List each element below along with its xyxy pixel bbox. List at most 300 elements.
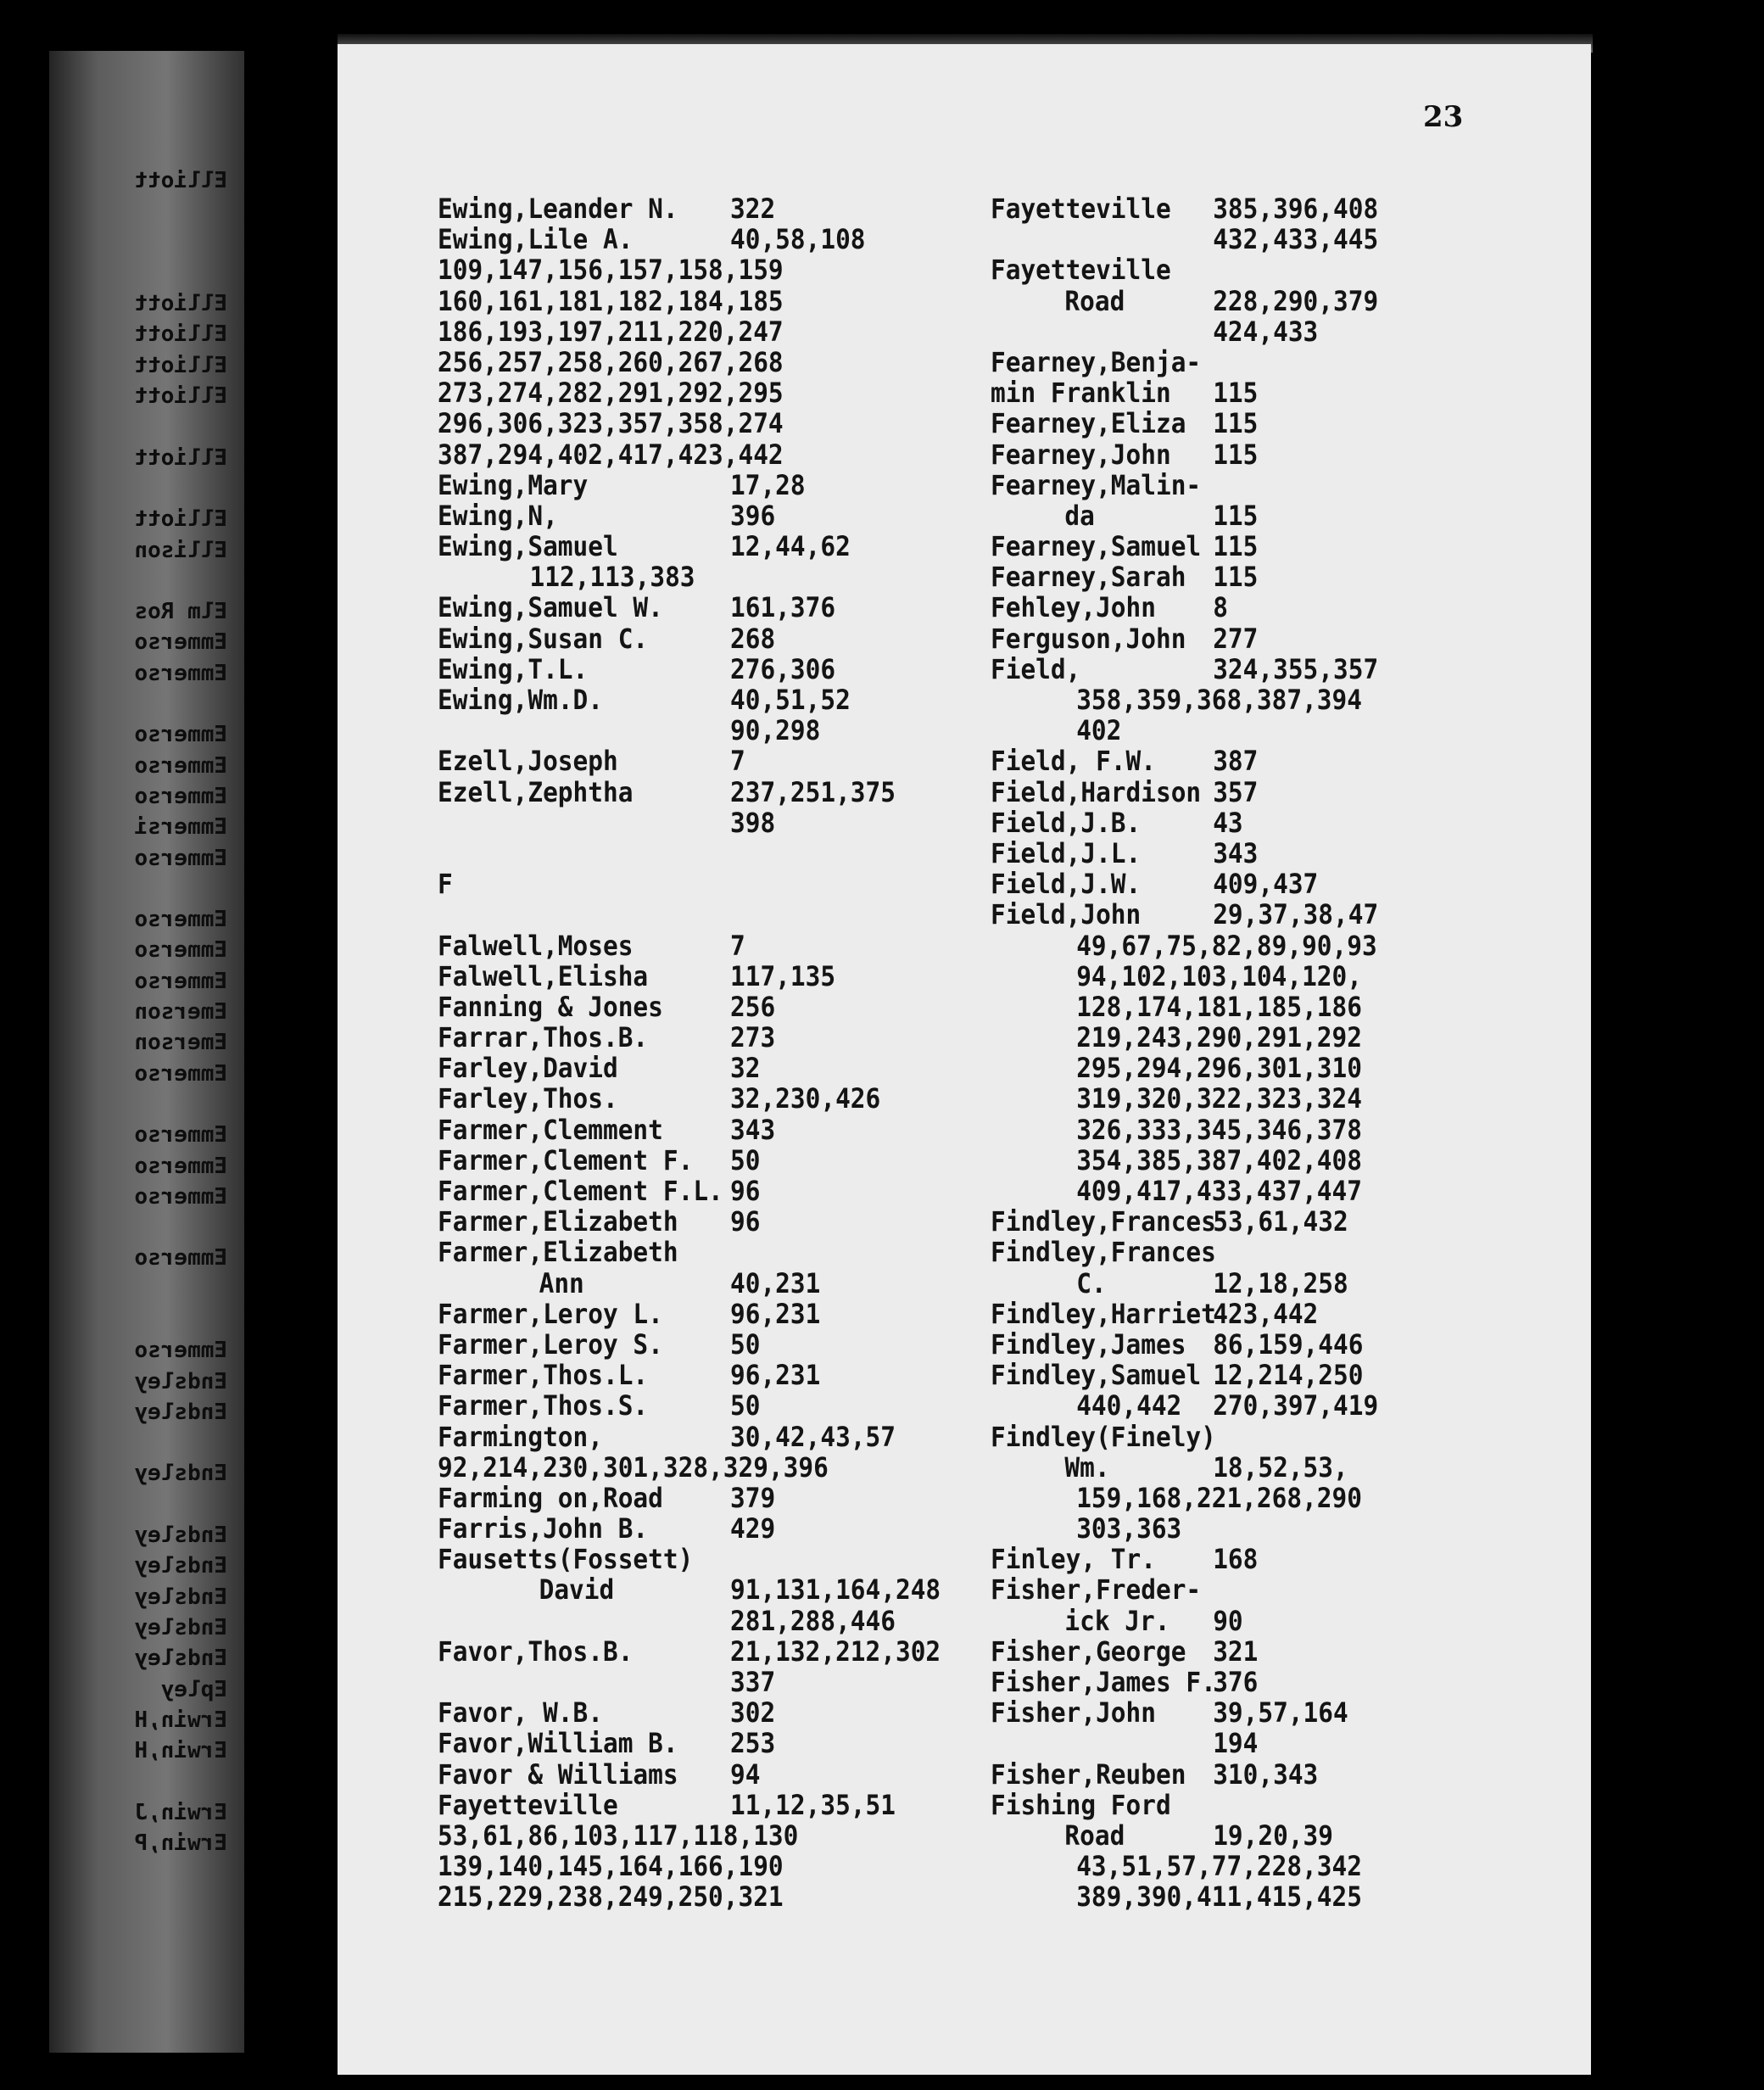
margin-fragment-line	[58, 227, 227, 258]
entry-pages: 168	[1213, 1543, 1259, 1576]
index-entry	[991, 1360, 1537, 1390]
entry-name: Farmer,Clement F.L.	[438, 1175, 723, 1207]
entry-pages-continued: 326,333,345,346,378	[1076, 1113, 1362, 1146]
index-entry	[438, 1513, 952, 1544]
entry-name: Farmer,Leroy S.	[438, 1327, 663, 1361]
index-entry	[991, 377, 1537, 408]
entry-name: Fearney,Benja-	[991, 345, 1202, 378]
entry-name: Farley,Thos.	[438, 1082, 618, 1115]
entry-pages: 115	[1213, 561, 1259, 594]
entry-pages: 91,131,164,248	[730, 1573, 941, 1607]
index-entry	[991, 439, 1537, 470]
entry-name: Ewing,Lile A.	[438, 223, 634, 256]
entry-pages: 19,20,39	[1213, 1819, 1333, 1852]
index-entry	[991, 1022, 1537, 1053]
index-entry	[438, 899, 952, 930]
entry-pages: 96	[730, 1175, 761, 1207]
margin-fragment-line	[58, 874, 227, 904]
entry-name: Fanning & Jones	[438, 990, 663, 1023]
margin-fragment-line	[58, 1305, 227, 1335]
margin-fragment-line	[58, 1489, 227, 1520]
index-entry	[438, 1606, 952, 1636]
entry-name: Field,	[991, 652, 1081, 685]
entry-pages: 276,306	[730, 652, 836, 685]
entry-name: Field,J.W.	[991, 868, 1142, 901]
entry-name: Falwell,Moses	[438, 929, 634, 962]
index-entry	[991, 286, 1537, 316]
margin-fragment-line: Emmerso	[134, 845, 227, 871]
index-entry	[991, 869, 1537, 899]
entry-pages-continued: 409,417,433,437,447	[1076, 1175, 1362, 1207]
entry-pages: 343	[730, 1113, 776, 1146]
index-entry	[991, 623, 1537, 654]
index-entry	[438, 746, 952, 776]
entry-name: Fehley,John	[991, 591, 1156, 624]
entry-name: Fayetteville	[991, 193, 1171, 225]
margin-fragment-line: Erwin,H	[134, 1707, 227, 1733]
index-entry	[438, 930, 952, 961]
entry-name: Farley,David	[438, 1052, 618, 1085]
index-entry	[438, 869, 952, 899]
entry-pages: 161,376	[730, 591, 836, 624]
entry-pages: 32,230,426	[730, 1082, 881, 1115]
entry-pages: 387	[1213, 745, 1259, 778]
margin-fragment-line: Endsley	[134, 1553, 227, 1579]
entry-name: Farming on,Road	[438, 1481, 663, 1514]
entry-pages: 115	[1213, 407, 1259, 440]
entry-name: Ewing,Susan C.	[438, 622, 649, 655]
margin-fragment-line: Elliott	[134, 352, 227, 378]
entry-name: min Franklin	[991, 377, 1171, 410]
index-entry	[438, 531, 952, 562]
entry-name: Fearney,Eliza	[991, 407, 1186, 440]
index-entry	[991, 347, 1537, 377]
index-entry	[991, 715, 1537, 746]
entry-pages: 253	[730, 1727, 776, 1760]
margin-fragment-line: Elliott	[134, 444, 227, 471]
index-entry	[438, 1268, 952, 1299]
entry-pages: 40,58,108	[730, 223, 866, 256]
entry-pages: 277	[1213, 622, 1259, 655]
entry-pages: 343	[1213, 836, 1259, 869]
entry-pages-continued: 90,298	[730, 714, 821, 747]
index-entry	[438, 1636, 952, 1667]
index-entry	[438, 1176, 952, 1206]
entry-name: Ferguson,John	[991, 622, 1186, 655]
entry-pages-continued: 49,67,75,82,89,90,93	[1076, 929, 1377, 962]
index-entry	[991, 316, 1537, 347]
entry-name: Ezell,Zephtha	[438, 775, 634, 808]
entry-name: Farmington,	[438, 1420, 603, 1453]
entry-pages-continued: 432,433,445	[1213, 223, 1379, 256]
index-entry	[438, 654, 952, 685]
entry-pages-continued: 398	[730, 806, 776, 839]
entry-pages: 237,251,375	[730, 775, 896, 808]
margin-fragment-line: Endsley	[134, 1523, 227, 1549]
index-entry	[438, 777, 952, 808]
entry-name: Field,J.L.	[991, 836, 1142, 869]
margin-fragment-line: Endsley	[134, 1584, 227, 1610]
margin-fragment-line: Emmerso	[134, 783, 227, 809]
entry-pages: 268	[730, 622, 776, 655]
index-entry	[991, 254, 1537, 285]
index-entry	[991, 1422, 1537, 1452]
index-entry	[438, 623, 952, 654]
entry-pages: 379	[730, 1481, 776, 1514]
entry-name: Fearney,Sarah	[991, 561, 1186, 594]
index-entry	[991, 1759, 1537, 1790]
margin-fragment-line: Elliott	[134, 383, 227, 410]
index-entry	[991, 1820, 1537, 1851]
entry-pages: 12,44,62	[730, 530, 851, 563]
entry-pages: 29,37,38,47	[1213, 898, 1379, 931]
index-entry	[438, 1483, 952, 1513]
index-entry	[991, 746, 1537, 776]
index-entry	[438, 1145, 952, 1176]
margin-fragment-line: Elm Ros	[134, 599, 227, 625]
entry-name: Ewing,Leander N.	[438, 193, 678, 225]
page-number: 23	[1423, 100, 1464, 134]
entry-name: Fearney,Malin-	[991, 468, 1202, 501]
entry-name-continued: David	[539, 1573, 615, 1607]
entry-name: Farris,John B.	[438, 1512, 649, 1545]
index-entry	[438, 808, 952, 838]
entry-name: Farmer,Elizabeth	[438, 1205, 678, 1238]
entry-pages: 270,397,419	[1213, 1389, 1379, 1422]
entry-pages-continued: 186,193,197,211,220,247	[438, 315, 784, 348]
index-entry	[438, 408, 952, 439]
index-entry	[438, 1728, 952, 1758]
entry-name: Farrar,Thos.B.	[438, 1021, 649, 1054]
entry-pages: 50	[730, 1389, 761, 1422]
entry-pages-continued: 440,442	[1076, 1389, 1182, 1422]
entry-pages: 429	[730, 1512, 776, 1545]
margin-fragment-line: Endsley	[134, 1646, 227, 1672]
index-entry	[991, 1329, 1537, 1360]
entry-name: Field,John	[991, 898, 1142, 931]
entry-pages: 423,442	[1213, 1297, 1319, 1330]
index-entry	[991, 224, 1537, 254]
index-entry	[991, 1881, 1537, 1912]
index-entry	[438, 500, 952, 531]
index-entry	[991, 1606, 1537, 1636]
index-entry	[991, 899, 1537, 930]
entry-pages: 273	[730, 1021, 776, 1054]
entry-name: Ewing,N,	[438, 499, 558, 532]
entry-name: F	[438, 868, 453, 901]
entry-pages: 115	[1213, 499, 1259, 532]
index-entry	[991, 838, 1537, 869]
index-entry	[438, 592, 952, 623]
margin-fragment-line	[58, 1089, 227, 1120]
entry-name: Favor, W.B.	[438, 1696, 603, 1730]
entry-name: Fisher,Reuben	[991, 1758, 1186, 1791]
entry-name: Farmer,Clement F.	[438, 1143, 694, 1176]
entry-name: Findley,Frances	[991, 1205, 1216, 1238]
entry-name: Fearney,John	[991, 438, 1171, 471]
index-entry	[438, 224, 952, 254]
index-entry	[438, 562, 952, 592]
entry-name: Finley, Tr.	[991, 1543, 1156, 1576]
entry-pages-continued: 92,214,230,301,328,329,396	[438, 1450, 829, 1484]
index-entry	[438, 715, 952, 746]
entry-name: Field, F.W.	[991, 745, 1156, 778]
entry-pages-continued: 128,174,181,185,186	[1076, 990, 1362, 1023]
entry-pages: 310,343	[1213, 1758, 1319, 1791]
index-entry	[991, 1851, 1537, 1881]
index-entry	[991, 1667, 1537, 1697]
margin-fragment-line: Emmerso	[134, 1122, 227, 1148]
index-entry	[438, 1422, 952, 1452]
entry-pages: 115	[1213, 530, 1259, 563]
index-entry	[991, 562, 1537, 592]
entry-name: Fausetts(Fossett)	[438, 1543, 694, 1576]
index-entry	[438, 1237, 952, 1267]
entry-pages: 8	[1213, 591, 1228, 624]
entry-pages: 302	[730, 1696, 776, 1730]
entry-pages: 322	[730, 193, 776, 225]
index-entry	[991, 1206, 1537, 1237]
index-entry	[438, 193, 952, 224]
entry-name-continued: ick Jr.	[1064, 1604, 1170, 1637]
entry-name: Farmer,Thos.L.	[438, 1359, 649, 1392]
index-entry	[438, 1667, 952, 1697]
index-entry	[991, 808, 1537, 838]
entry-pages: 117,135	[730, 959, 836, 992]
margin-fragment-line: Elliott	[134, 506, 227, 533]
index-entry	[991, 654, 1537, 685]
entry-pages: 12,214,250	[1213, 1359, 1364, 1392]
index-entry	[991, 408, 1537, 439]
entry-pages-continued: 112,113,383	[529, 561, 695, 594]
margin-fragment-line: Emmerso	[134, 1245, 227, 1271]
index-entry	[438, 470, 952, 500]
margin-fragment-line: Emmerso	[134, 937, 227, 964]
entry-pages: 53,61,432	[1213, 1205, 1348, 1238]
index-entry	[438, 1759, 952, 1790]
entry-name: Farmer,Thos.S.	[438, 1389, 649, 1422]
entry-pages: 94	[730, 1758, 761, 1791]
margin-fragment-line	[58, 1274, 227, 1305]
margin-fragment-line: Elliott	[134, 321, 227, 348]
entry-pages-continued: 273,274,282,291,292,295	[438, 377, 784, 410]
entry-pages: 86,159,446	[1213, 1327, 1364, 1361]
index-entry	[438, 377, 952, 408]
entry-name: Ewing,Samuel	[438, 530, 618, 563]
entry-pages: 12,18,258	[1213, 1266, 1348, 1299]
margin-fragment-line	[58, 566, 227, 596]
index-entry	[991, 1513, 1537, 1544]
entry-name: Findley,James	[991, 1327, 1186, 1361]
entry-name: Fayetteville	[438, 1788, 618, 1821]
index-entry	[438, 1452, 952, 1483]
margin-fragment-line: Emmerso	[134, 1338, 227, 1364]
entry-pages: 50	[730, 1143, 761, 1176]
entry-pages-continued: 43,51,57,77,228,342	[1076, 1850, 1362, 1883]
index-entry	[438, 1360, 952, 1390]
entry-name: Fisher,Freder-	[991, 1573, 1202, 1607]
index-entry	[991, 1176, 1537, 1206]
index-entry	[991, 1790, 1537, 1820]
entry-name: Fishing Ford	[991, 1788, 1171, 1821]
entry-pages-continued: 358,359,368,387,394	[1076, 684, 1362, 716]
index-entry	[991, 1728, 1537, 1758]
margin-fragment-line: Emmerso	[134, 1183, 227, 1210]
entry-name-continued: Ann	[539, 1266, 584, 1299]
entry-pages: 40,231	[730, 1266, 821, 1299]
index-entry	[438, 1851, 952, 1881]
entry-pages: 7	[730, 745, 745, 778]
entry-name: Favor,William B.	[438, 1727, 678, 1760]
index-entry	[991, 1115, 1537, 1145]
entry-name-continued: Road	[1064, 284, 1125, 317]
entry-name: Farmer,Clemment	[438, 1113, 663, 1146]
entry-pages: 96,231	[730, 1359, 821, 1392]
entry-pages: 7	[730, 929, 745, 962]
entry-name: Fearney,Samuel	[991, 530, 1202, 563]
index-entry	[991, 1483, 1537, 1513]
margin-fragment-line	[58, 1212, 227, 1243]
entry-pages-continued: 295,294,296,301,310	[1076, 1052, 1362, 1085]
entry-name: Field,Hardison	[991, 775, 1202, 808]
entry-pages: 115	[1213, 438, 1259, 471]
margin-fragment-line	[58, 196, 227, 226]
index-entry	[991, 1697, 1537, 1728]
margin-fragment-line: Emmersi	[134, 814, 227, 841]
adjacent-page-fragment	[58, 165, 227, 1858]
entry-pages: 43	[1213, 806, 1243, 839]
entry-pages-continued: 424,433	[1213, 315, 1319, 348]
entry-pages: 96	[730, 1205, 761, 1238]
entry-pages-continued: 53,61,86,103,117,118,130	[438, 1819, 799, 1852]
margin-fragment-line: Ellison	[134, 537, 227, 563]
index-entry	[438, 1697, 952, 1728]
margin-fragment-line: Endsley	[134, 1614, 227, 1640]
entry-pages: 17,28	[730, 468, 806, 501]
index-entry	[991, 1452, 1537, 1483]
entry-pages: 11,12,35,51	[730, 1788, 896, 1821]
entry-name: Ewing,Samuel W.	[438, 591, 663, 624]
entry-pages: 228,290,379	[1213, 284, 1379, 317]
index-entry	[438, 1544, 952, 1574]
margin-fragment-line	[58, 1766, 227, 1797]
margin-fragment-line: Emmerso	[134, 629, 227, 656]
entry-pages-continued: 139,140,145,164,166,190	[438, 1850, 784, 1883]
entry-pages-continued: 194	[1213, 1727, 1259, 1760]
index-entry	[991, 1390, 1537, 1421]
index-entry	[991, 193, 1537, 224]
margin-fragment-line: Emerson	[134, 1030, 227, 1056]
entry-name: Ewing,T.L.	[438, 652, 589, 685]
entry-name: Findley,Frances	[991, 1236, 1216, 1269]
index-entry	[438, 316, 952, 347]
entry-pages-continued: 109,147,156,157,158,159	[438, 254, 784, 287]
margin-fragment-line: Emmerso	[134, 752, 227, 779]
index-entry	[438, 1053, 952, 1083]
index-entry	[438, 286, 952, 316]
entry-name: Findley,Samuel	[991, 1359, 1202, 1392]
entry-name: Ewing,Wm.D.	[438, 684, 603, 716]
margin-fragment-line: Erwin,J	[134, 1799, 227, 1825]
index-entry	[991, 1145, 1537, 1176]
margin-fragment-line	[58, 411, 227, 442]
entry-pages-continued: 319,320,322,323,324	[1076, 1082, 1362, 1115]
index-entry	[991, 531, 1537, 562]
margin-fragment-line: Emmerso	[134, 907, 227, 933]
entry-pages: 321	[1213, 1635, 1259, 1668]
index-entry	[438, 254, 952, 285]
entry-pages-continued: 389,390,411,415,425	[1076, 1880, 1362, 1914]
entry-pages-continued: 296,306,323,357,358,274	[438, 407, 784, 440]
entry-pages: 385,396,408	[1213, 193, 1379, 225]
index-entry	[438, 1390, 952, 1421]
margin-fragment-line: Endsley	[134, 1399, 227, 1425]
index-entry	[438, 1329, 952, 1360]
entry-name: Farmer,Leroy L.	[438, 1297, 663, 1330]
margin-fragment-line: Emmerso	[134, 660, 227, 686]
entry-pages-continued: 215,229,238,249,250,321	[438, 1880, 784, 1914]
index-entry	[438, 685, 952, 715]
entry-name: Fayetteville	[991, 254, 1171, 287]
index-entry	[991, 500, 1537, 531]
index-entry	[438, 439, 952, 470]
entry-pages-continued: 159,168,221,268,290	[1076, 1481, 1362, 1514]
entry-pages-continued: 256,257,258,260,267,268	[438, 345, 784, 378]
entry-pages: 115	[1213, 377, 1259, 410]
index-entry	[991, 1083, 1537, 1114]
index-entry	[991, 992, 1537, 1022]
index-entry	[991, 1574, 1537, 1605]
margin-fragment-line: Epley	[160, 1676, 227, 1702]
index-entry	[438, 1022, 952, 1053]
entry-name: Ewing,Mary	[438, 468, 589, 501]
index-entry	[991, 592, 1537, 623]
entry-pages: 357	[1213, 775, 1259, 808]
index-entry	[991, 777, 1537, 808]
index-entry	[438, 1083, 952, 1114]
index-entry	[438, 838, 952, 869]
entry-pages-continued: 354,385,387,402,408	[1076, 1143, 1362, 1176]
entry-pages-continued: 337	[730, 1666, 776, 1698]
entry-pages-continued: 219,243,290,291,292	[1076, 1021, 1362, 1054]
index-entry	[991, 1053, 1537, 1083]
entry-name-continued: Road	[1064, 1819, 1125, 1852]
margin-fragment-line	[58, 1428, 227, 1458]
index-entry	[438, 347, 952, 377]
margin-fragment-line: Emmerso	[134, 1153, 227, 1179]
entry-pages-continued: 387,294,402,417,423,442	[438, 438, 784, 471]
margin-fragment-line: Endsley	[134, 1368, 227, 1394]
entry-pages: 90	[1213, 1604, 1243, 1637]
entry-pages: 396	[730, 499, 776, 532]
margin-fragment-line: Emmerso	[134, 968, 227, 994]
index-entry	[438, 1299, 952, 1329]
entry-pages: 21,132,212,302	[730, 1635, 941, 1668]
entry-pages: 324,355,357	[1213, 652, 1379, 685]
entry-pages: 40,51,52	[730, 684, 851, 716]
index-entry	[991, 1636, 1537, 1667]
index-entry	[991, 930, 1537, 961]
entry-name-continued: Wm.	[1064, 1450, 1110, 1484]
entry-name: Favor & Williams	[438, 1758, 678, 1791]
index-entry	[991, 1237, 1537, 1267]
index-entry	[991, 1299, 1537, 1329]
entry-pages: 39,57,164	[1213, 1696, 1348, 1730]
margin-fragment-line	[58, 473, 227, 504]
margin-fragment-line	[58, 689, 227, 719]
index-entry	[438, 961, 952, 992]
entry-name: Fisher,James F.	[991, 1666, 1216, 1698]
